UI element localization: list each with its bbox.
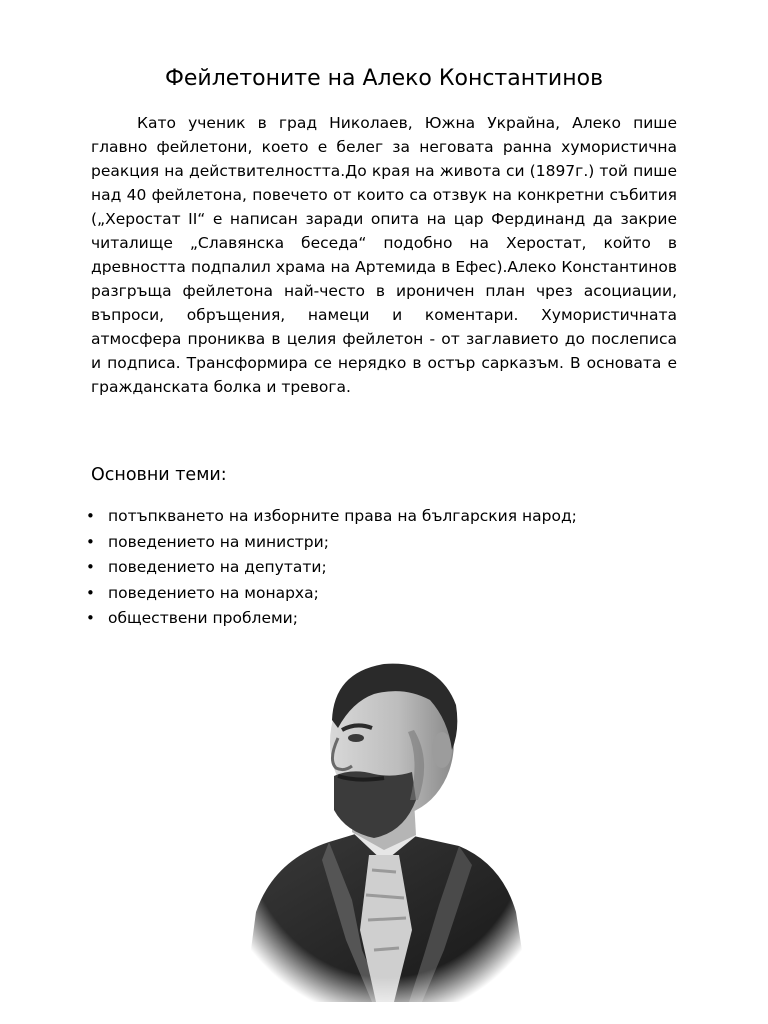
bullet-icon: • <box>86 583 95 602</box>
bullet-icon: • <box>86 609 95 627</box>
list-item <box>86 530 706 556</box>
bullet-icon: • <box>86 507 95 525</box>
topics-heading: Основни теми: <box>91 465 227 485</box>
document-title: Фейлетоните на Алеко Константинов <box>164 66 604 91</box>
bullet-icon: • <box>86 558 95 576</box>
list-item <box>86 606 706 632</box>
topic-text: потъпкването на изборните права на българския народ; <box>108 507 577 525</box>
topic-text: обществени проблеми; <box>108 609 298 627</box>
topic-text: поведението на депутати; <box>108 558 327 576</box>
body-paragraph: Като ученик в град Николаев, Южна Украйна, Алеко пише главно фейлетони, което е белег за неговата ранна хумористична реакция на действителността.До края на живота си (1897г.) той пише над 40 фейлетона, повечето от които са отзвук на конкретни събития („Херостат II“ е написан заради опита на цар Фердинанд да закрие читалище „Славянска беседа“ подобно на Херостат, който в древността подпалил храма на Артемида в Ефес).Алеко Константинов разгръща фейлетона най-често в ироничен план чрез асоциации, въпроси, обръщения, намеци и коментари. Хумористичната атмосфера прониква в целия фейлетон - от заглавието до послеписа и подписа. Трансформира се нерядко в остър сарказъм. В основата е гражданската болка и тревога. <box>91 114 677 396</box>
bullet-icon: • <box>86 532 95 551</box>
topic-text: поведението на министри; <box>108 532 329 551</box>
list-item <box>86 504 706 530</box>
topics-list <box>86 504 706 632</box>
list-item <box>86 581 706 607</box>
portrait-image <box>234 650 539 1002</box>
list-item <box>86 555 706 581</box>
topic-text: поведението на монарха; <box>108 583 319 602</box>
